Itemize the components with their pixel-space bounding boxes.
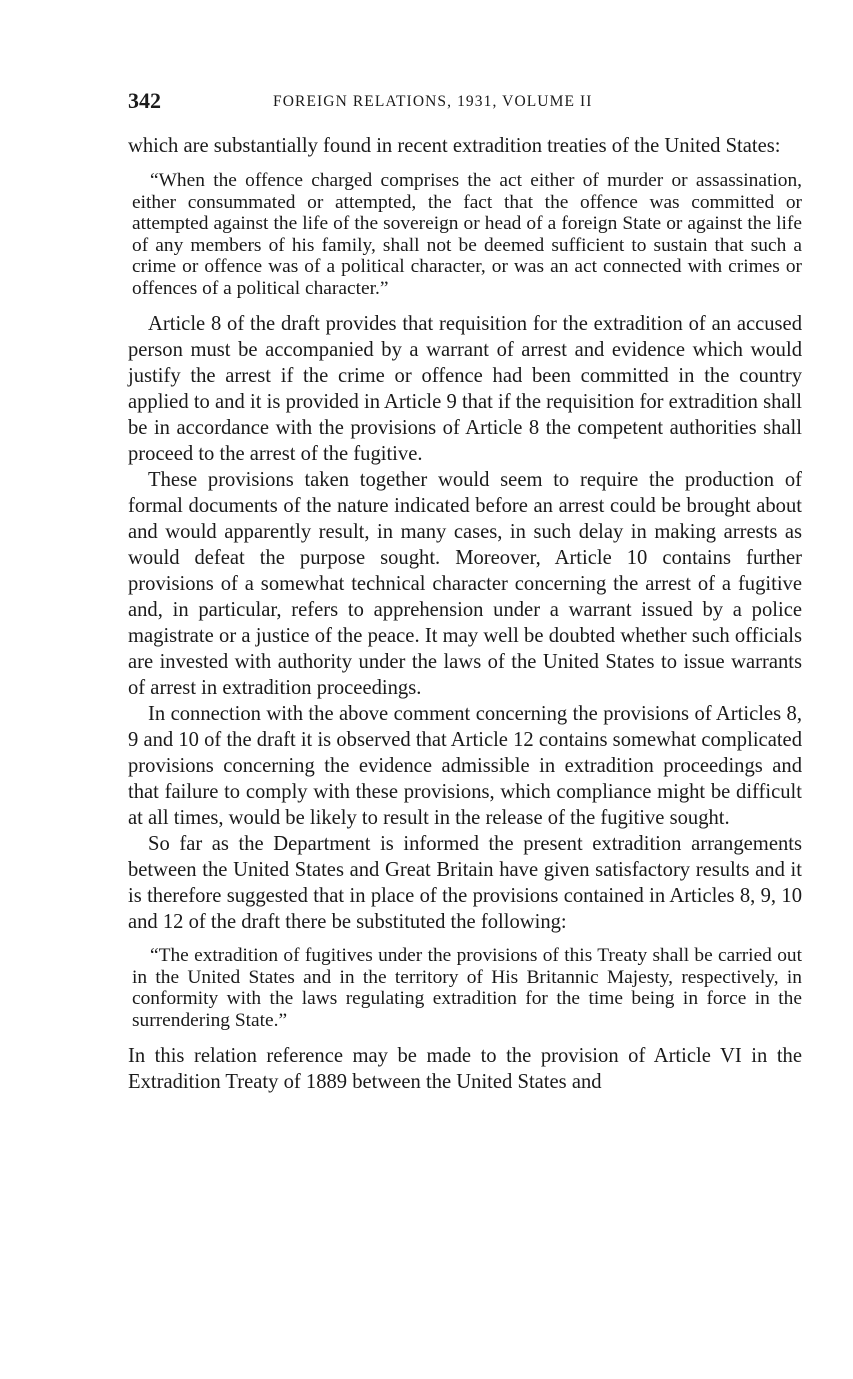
paragraph-articles-comment: In connection with the above comment concerning the provisions of Articles 8, 9 and 10 of the draft it is observed that Article 12 contains somewhat complicated provisions concerning the evidence admissible in extradition proceedings and that failure to comply with these provisions, which compliance might be difficult at all times, would be likely to result in the release of the fugitive sought. (128, 703, 802, 829)
page-number: 342 (128, 88, 161, 113)
block-quote-article: “When the offence charged comprises the act either of murder or assassination, either consummated or attempted, the fact that the offence was committed or attempted against the life of the sovereign or head of a foreign State or against the life of any members of his family, shall not be deemed sufficient to sustain that such a crime or offence was of a political character, or was an act connected with crimes or offences of a political character.” (132, 170, 802, 299)
paragraph-suggestion: So far as the Department is informed the present extradition arrangements between the United States and Great Britain have given satisfactory results and it is therefore suggested that in place of the provisions contained in Articles 8, 9, 10 and 12 of the draft there be substituted the following: (128, 833, 802, 933)
paragraph-provisions: These provisions taken together would seem to require the production of formal documents of the nature indicated before an arrest could be brought about and would apparently result, in many cases, in such delay in making arrests as would defeat the purpose sought. Moreover, Article 10 contains further provisions of a somewhat technical character concerning the arrest of a fugitive and, in particular, refers to apprehension under a warrant issued by a police magistrate or a justice of the peace. It may well be doubted whether such officials are invested with authority under the laws of the United States to issue warrants of arrest in extradition proceedings. (128, 469, 802, 699)
page-header (128, 89, 808, 115)
block-quote-proposed-text: “The extradition of fugitives under the provisions of this Treaty shall be carried out in the United States and in the territory of His Britannic Majesty, respectively, in conformity with the laws regulating extradition for the time being in force in the surrendering State.” (132, 945, 802, 1031)
paragraph-article-8: Article 8 of the draft provides that requisition for the extradition of an accused person must be accompanied by a warrant of arrest and evidence which would justify the arrest if the crime or offence had been committed in the country applied to and it is provided in Article 9 that if the requisition for extradition shall be in accordance with the provisions of Article 8 the competent authorities shall proceed to the arrest of the fugitive. (128, 313, 802, 465)
paragraph-continuation: which are substantially found in recent extradition treaties of the United States: (128, 135, 781, 157)
body-text (128, 133, 802, 1095)
running-head: FOREIGN RELATIONS, 1931, VOLUME II (273, 93, 593, 110)
paragraph-reference: In this relation reference may be made to the provision of Article VI in the Extradition Treaty of 1889 between the United States and (128, 1045, 802, 1093)
